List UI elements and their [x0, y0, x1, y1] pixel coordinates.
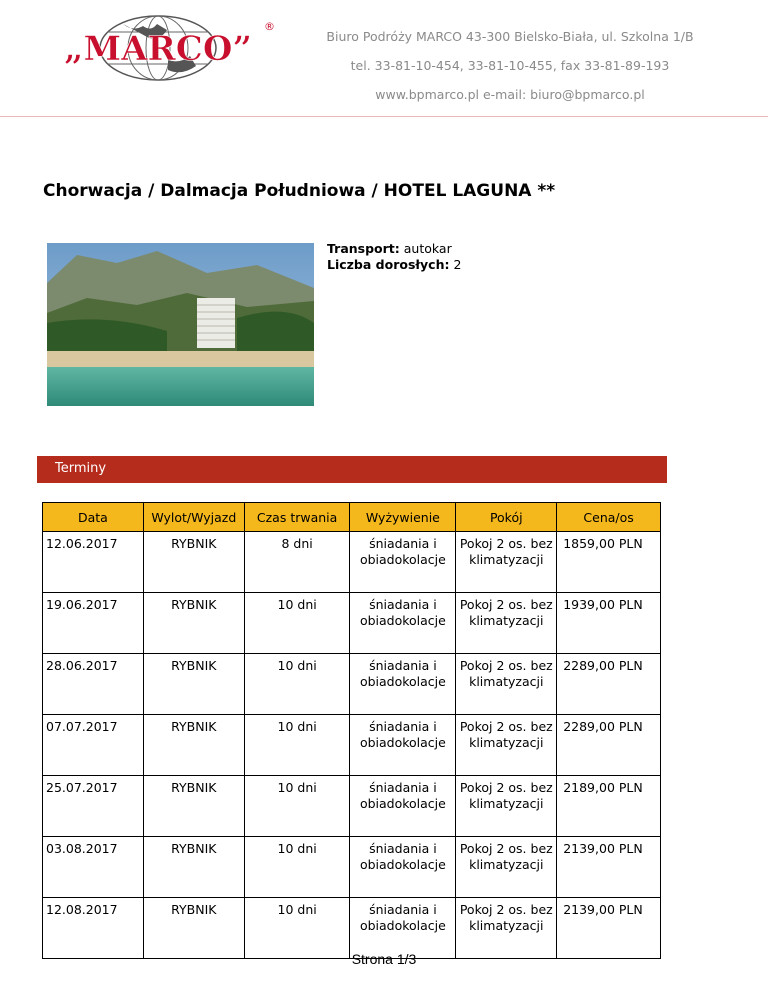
column-header-price: Cena/os: [557, 503, 661, 532]
hotel-photo: [47, 243, 314, 406]
cell-date: 03.08.2017: [43, 837, 144, 898]
cell-departure: RYBNIK: [143, 593, 244, 654]
cell-room: Pokoj 2 os. bez klimatyzacji: [456, 776, 557, 837]
cell-duration: 8 dni: [244, 532, 350, 593]
column-header-duration: Czas trwania: [244, 503, 350, 532]
transport-row: [327, 241, 461, 257]
cell-duration: 10 dni: [244, 776, 350, 837]
table-row: [43, 715, 661, 776]
cell-board: śniadania i obiadokolacje: [350, 532, 456, 593]
cell-departure: RYBNIK: [143, 715, 244, 776]
column-header-departure: Wylot/Wyjazd: [143, 503, 244, 532]
table-header-row: [43, 503, 661, 532]
column-header-date: Data: [43, 503, 144, 532]
cell-departure: RYBNIK: [143, 898, 244, 959]
marco-logo: [38, 14, 278, 86]
cell-room: Pokoj 2 os. bez klimatyzacji: [456, 715, 557, 776]
cell-room: Pokoj 2 os. bez klimatyzacji: [456, 837, 557, 898]
cell-room: Pokoj 2 os. bez klimatyzacji: [456, 654, 557, 715]
table-row: [43, 532, 661, 593]
table-row: [43, 898, 661, 959]
section-header-terminy: [37, 456, 667, 483]
dates-table: [42, 502, 661, 959]
table-row: [43, 776, 661, 837]
cell-board: śniadania i obiadokolacje: [350, 593, 456, 654]
cell-board: śniadania i obiadokolacje: [350, 715, 456, 776]
cell-departure: RYBNIK: [143, 837, 244, 898]
company-phones: tel. 33-81-10-454, 33-81-10-455, fax 33-81-89-193: [350, 58, 670, 73]
page-title: Chorwacja / Dalmacja Południowa / HOTEL LAGUNA **: [43, 181, 556, 201]
cell-date: 12.08.2017: [43, 898, 144, 959]
cell-price: 2139,00 PLN: [557, 898, 661, 959]
cell-price: 2289,00 PLN: [557, 715, 661, 776]
page-number: Strona 1/3: [351, 951, 417, 967]
transport-label: Transport:: [327, 241, 400, 256]
table-row: [43, 654, 661, 715]
cell-departure: RYBNIK: [143, 532, 244, 593]
section-label: Terminy: [55, 461, 107, 476]
table-row: [43, 837, 661, 898]
company-contact: [300, 22, 720, 109]
cell-board: śniadania i obiadokolacje: [350, 654, 456, 715]
transport-value: autokar: [403, 241, 452, 256]
cell-price: 2289,00 PLN: [557, 654, 661, 715]
table-row: [43, 593, 661, 654]
header-divider: [0, 116, 768, 117]
cell-date: 28.06.2017: [43, 654, 144, 715]
cell-price: 1859,00 PLN: [557, 532, 661, 593]
cell-room: Pokoj 2 os. bez klimatyzacji: [456, 532, 557, 593]
cell-duration: 10 dni: [244, 593, 350, 654]
adults-label: Liczba dorosłych:: [327, 257, 450, 272]
cell-date: 25.07.2017: [43, 776, 144, 837]
cell-duration: 10 dni: [244, 715, 350, 776]
cell-board: śniadania i obiadokolacje: [350, 776, 456, 837]
column-header-board: Wyżywienie: [350, 503, 456, 532]
adults-value: 2: [453, 257, 462, 272]
cell-room: Pokoj 2 os. bez klimatyzacji: [456, 593, 557, 654]
trip-info: [327, 241, 461, 273]
company-address: Biuro Podróży MARCO 43-300 Bielsko-Biała, ul. Szkolna 1/B: [326, 29, 694, 44]
company-web: www.bpmarco.pl e-mail: biuro@bpmarco.pl: [375, 87, 645, 102]
registered-mark: ®: [264, 20, 275, 33]
cell-date: 07.07.2017: [43, 715, 144, 776]
cell-duration: 10 dni: [244, 898, 350, 959]
cell-duration: 10 dni: [244, 654, 350, 715]
cell-board: śniadania i obiadokolacje: [350, 898, 456, 959]
cell-departure: RYBNIK: [143, 776, 244, 837]
cell-date: 19.06.2017: [43, 593, 144, 654]
cell-price: 1939,00 PLN: [557, 593, 661, 654]
cell-price: 2189,00 PLN: [557, 776, 661, 837]
logo-text: „MARCO”: [63, 29, 253, 69]
column-header-room: Pokój: [456, 503, 557, 532]
cell-departure: RYBNIK: [143, 654, 244, 715]
cell-date: 12.06.2017: [43, 532, 144, 593]
cell-price: 2139,00 PLN: [557, 837, 661, 898]
cell-duration: 10 dni: [244, 837, 350, 898]
cell-board: śniadania i obiadokolacje: [350, 837, 456, 898]
cell-room: Pokoj 2 os. bez klimatyzacji: [456, 898, 557, 959]
adults-row: [327, 257, 461, 273]
